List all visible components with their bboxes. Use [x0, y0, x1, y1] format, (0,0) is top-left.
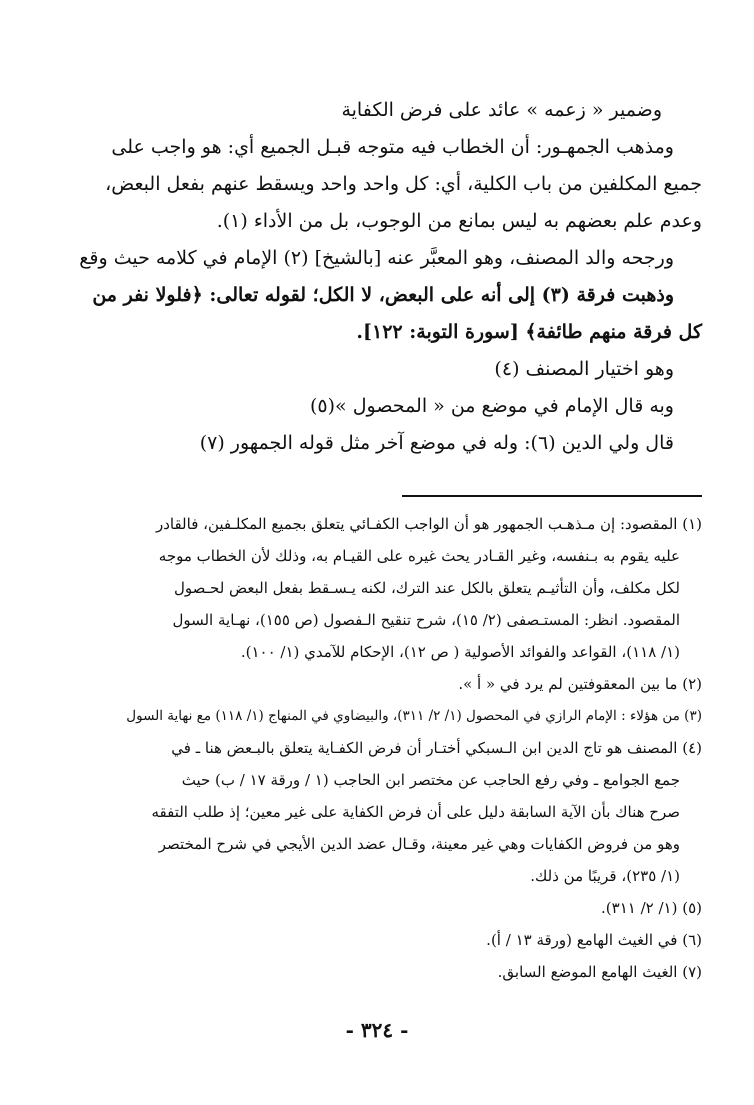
- footnote-line: (٧) الغيث الهامع الموضع السابق.: [497, 963, 702, 981]
- footnote-line: لكل مكلف، وأن التأثيـم يتعلق بالكل عند الترك، لكنه يـسـقط بفعل البعض لحـصول: [173, 579, 680, 597]
- main-text-line: قال ولي الدين (٦): وله في موضع آخر مثل قوله الجمهور (٧): [199, 432, 674, 454]
- main-text: [42, 92, 702, 462]
- main-text-line: جميع المكلفين من باب الكلية، أي: كل واحد واحد ويسقط عنهم بفعل البعض،: [105, 173, 702, 195]
- main-text-line: وهو اختيار المصنف (٤): [494, 358, 674, 380]
- main-text-line: ومذهب الجمهـور: أن الخطاب فيه متوجه قبـل الجميع أي: هو واجب على: [111, 136, 674, 158]
- footnote-line: (٥) (١/ ٢/ ٣١١).: [601, 899, 702, 917]
- footnote-line: (١/ ٢٣٥)، قريبًا من ذلك.: [530, 867, 680, 885]
- footnote-line: (٢) ما بين المعقوفتين لم يرد في « أ ».: [458, 675, 702, 693]
- footnote-line: (٦) في الغيث الهامع (ورقة ١٣ / أ).: [486, 931, 702, 949]
- footnote-line: وهو من فروض الكفايات وهي غير معينة، وقـال عضد الدين الأيجي في شرح المختصر: [158, 835, 680, 853]
- footnote-line: (١/ ١١٨)، القواعد والفوائد الأصولية ( ص ١٢)، الإحكام للآمدي (١/ ١٠٠).: [240, 643, 680, 661]
- main-text-line: كل فرقة منهم طائفة﴾ [سورة التوبة: ١٢٢].: [356, 321, 702, 343]
- footnote-line: عليه يقوم به بـنفسه، وغير القـادر يحث غيره على القيـام به، وذلك لأن الخطاب موجه: [158, 547, 680, 565]
- main-text-line: وبه قال الإمام في موضع من « المحصول »(٥): [309, 395, 674, 417]
- footnote-line: (٤) المصنف هو تاج الدين ابن الـسبكي أختـار أن فرض الكفـاية يتعلق بالبـعض هنا ـ في: [171, 739, 702, 757]
- footnote-separator: [402, 495, 702, 497]
- page-number: - ٣٢٤ -: [345, 1018, 409, 1042]
- main-text-line: وضمير « زعمه » عائد على فرض الكفاية: [341, 99, 662, 121]
- main-text-line: وذهبت فرقة (٣) إلى أنه على البعض، لا الكل؛ لقوله تعالى: ﴿فلولا نفر من: [92, 284, 674, 306]
- footnote-line: جمع الجوامع ـ وفي رفع الحاجب عن مختصر ابن الحاجب (١ / ورقة ١٧ / ب) حيث: [181, 771, 680, 789]
- footnote-line: (٣) من هؤلاء : الإمام الرازي في المحصول (١/ ٢/ ٣١١)، والبيضاوي في المنهاج (١/ ١١٨) مع نهاية السول: [126, 708, 702, 724]
- main-text-line: ورجحه والد المصنف، وهو المعبَّر عنه [بالشيخ] (٢) الإمام في كلامه حيث وقع: [79, 247, 674, 269]
- footnotes: [42, 508, 702, 988]
- footnote-line: صرح هناك بأن الآية السابقة دليل على أن فرض الكفاية على غير معين؛ إذ طلب التفقه: [151, 803, 680, 821]
- main-text-line: وعدم علم بعضهم به ليس بمانع من الوجوب، بل من الأداء (١).: [216, 210, 702, 232]
- footnote-line: المقصود. انظر: المستـصفى (٢/ ١٥)، شرح تنقيح الـفصول (ص ١٥٥)، نهـاية السول: [172, 611, 680, 629]
- footnote-line: (١) المقصود: إن مـذهـب الجمهور هو أن الواجب الكفـائي يتعلق بجميع المكلـفين، فالقادر: [155, 515, 702, 533]
